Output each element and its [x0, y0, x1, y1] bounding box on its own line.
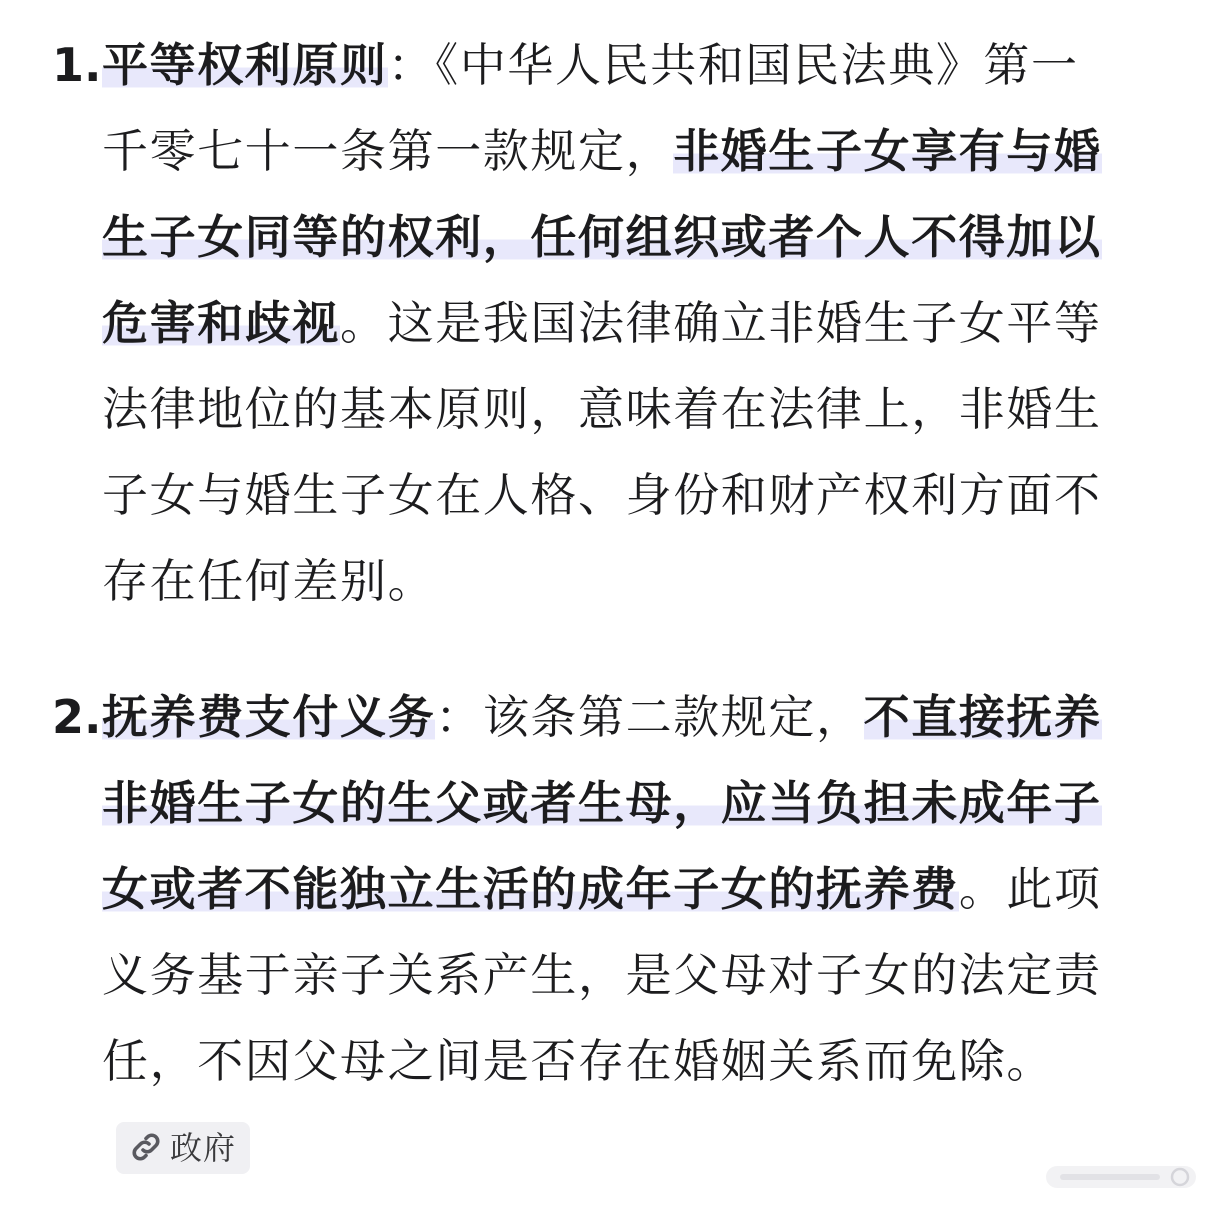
link-icon — [128, 1129, 164, 1165]
source-label: 政府 — [170, 1129, 237, 1167]
item-highlight: 非婚生子女享有与婚生子女同等的权利，任何组织或者个人不得加以危害和歧视 — [102, 124, 1102, 350]
answer-content — [52, 22, 1122, 1190]
list-item — [52, 674, 1122, 1190]
item-text-after: 。这是我国法律确立非婚生子女平等法律地位的基本原则，意味着在法律上，非婚生子女与婚生子女在人格、身份和财产权利方面不存在任何差别。 — [102, 296, 1102, 608]
watermark-logo-icon — [1046, 1160, 1196, 1194]
item-text-after: 。此项义务基于亲子关系产生，是父母对子女的法定责任，不因父母之间是否存在婚姻关系而免除。 — [102, 862, 1102, 1088]
item-colon: ： — [435, 690, 483, 744]
item-term: 抚养费支付义务 — [102, 690, 436, 744]
item-text-before: 《中华人民共和国民法典》第一千零七十一条第一款规定， — [102, 38, 1079, 178]
list-item — [52, 22, 1122, 624]
source-citation-chip[interactable] — [116, 1122, 250, 1174]
item-number: 2. — [52, 690, 102, 744]
item-term: 平等权利原则 — [102, 38, 388, 92]
item-highlight: 不直接抚养非婚生子女的生父或者生母，应当负担未成年子女或者不能独立生活的成年子女的抚养费 — [102, 690, 1102, 916]
item-number: 1. — [52, 38, 102, 92]
item-colon: ： — [387, 38, 436, 92]
item-text-before: 该条第二款规定， — [482, 690, 864, 744]
numbered-list — [52, 22, 1122, 1190]
